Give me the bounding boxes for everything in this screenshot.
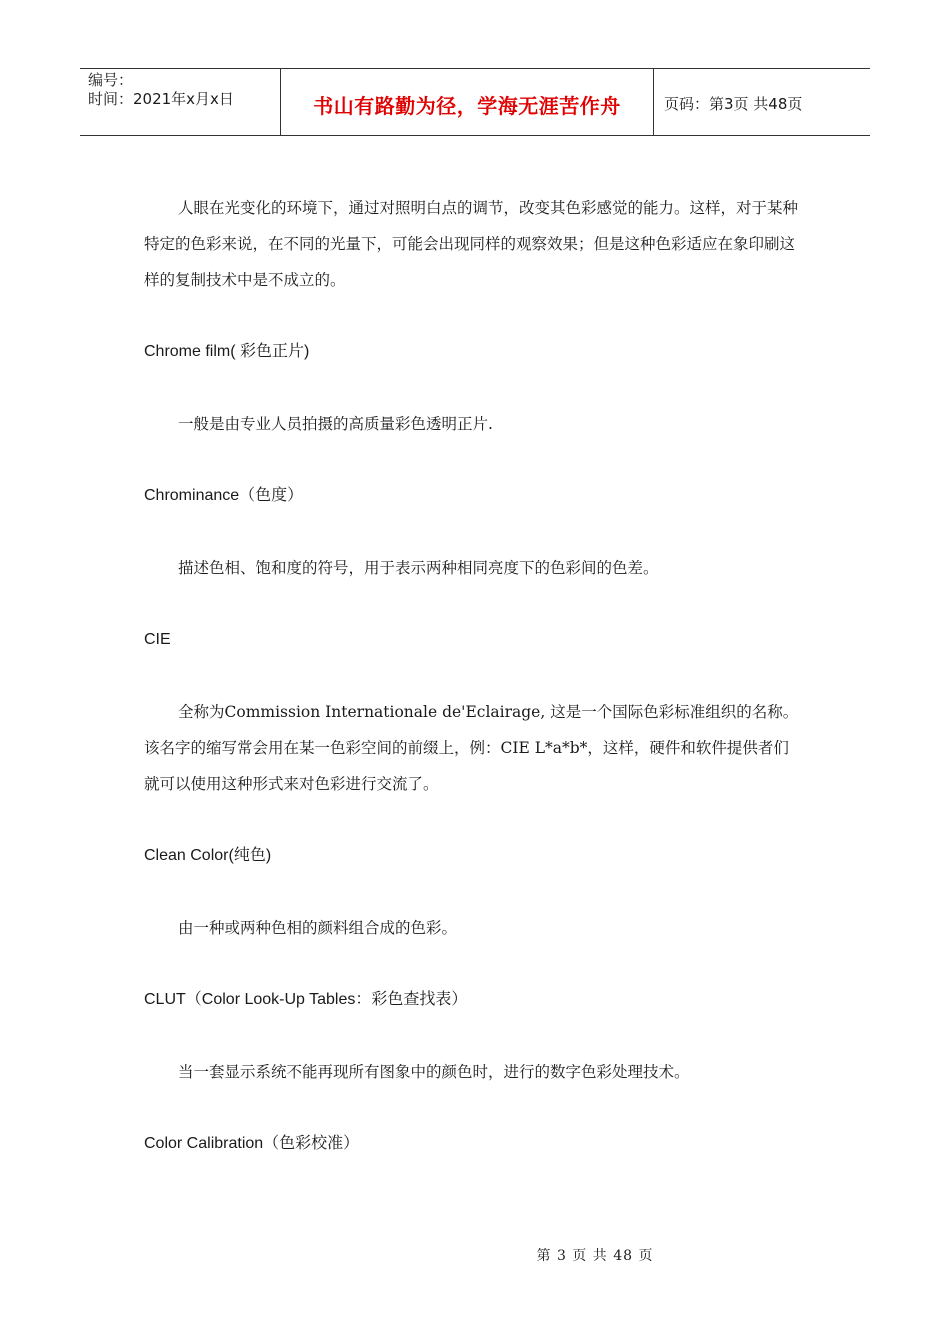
document-body — [144, 190, 804, 1162]
paragraph-chrominance: 描述色相、饱和度的符号，用于表示两种相同亮度下的色彩间的色差。 — [178, 559, 659, 577]
term-clean-color: Clean Color(纯色) — [144, 847, 272, 864]
paragraph-chromatic-adaptation: 人眼在光变化的环境下，通过对照明白点的调节，改变其色彩感觉的能力。这样，对于某种特定的色彩来说，在不同的光量下，可能会出现同样的观察效果；但是这种色彩适应在象印刷这样的复制技术中是不成立的。 — [144, 199, 799, 289]
document-number-label: 编号： — [88, 71, 134, 89]
paragraph-clut: 当一套显示系统不能再现所有图象中的颜色时，进行的数字色彩处理技术。 — [178, 1063, 690, 1081]
page-footer: 第 3 页 共 48 页 — [536, 1248, 654, 1264]
term-chrome-film: Chrome film( 彩色正片) — [144, 343, 310, 360]
paragraph-clean-color: 由一种或两种色相的颜料组合成的色彩。 — [178, 919, 458, 937]
term-cie: CIE — [144, 631, 171, 648]
header-info-cell — [80, 69, 281, 135]
paragraph-cie: 全称为Commission Internationale de'Eclairage, 这是一个国际色彩标准组织的名称。该名字的缩写常会用在某一色彩空间的前缀上，例：CIE L*a*b*，这样，硬件和软件提供者们就可以使用这种形式来对色彩进行交流了。 — [144, 703, 799, 793]
header-motto: 书山有路勤为径，学海无涯苦作舟 — [281, 69, 654, 135]
paragraph-chrome-film: 一般是由专业人员拍摄的高质量彩色透明正片. — [178, 415, 493, 433]
header-page-number: 页码：第3页 共48页 — [664, 94, 803, 113]
term-color-calibration: Color Calibration（色彩校准） — [144, 1135, 360, 1152]
document-date-label: 时间：2021年x月x日 — [88, 90, 234, 108]
page-header — [80, 68, 870, 136]
term-chrominance: Chrominance（色度） — [144, 487, 304, 504]
term-clut: CLUT（Color Look-Up Tables：彩色查找表） — [144, 991, 468, 1008]
